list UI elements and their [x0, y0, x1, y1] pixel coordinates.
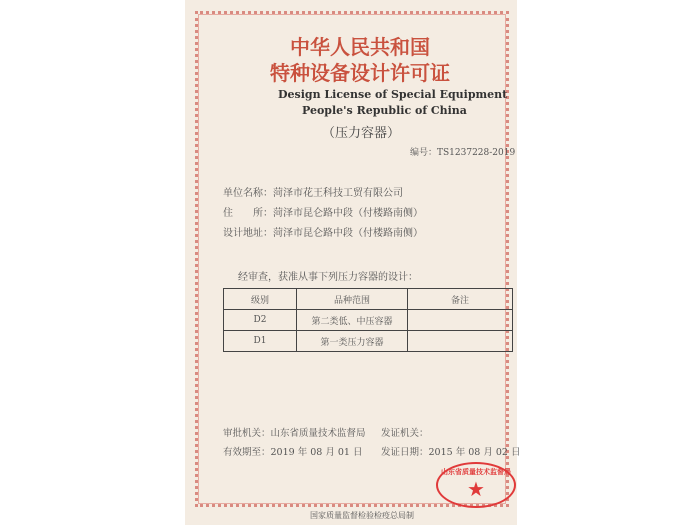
valid-until: 有效期至：2019 年 08 月 01 日	[223, 447, 363, 458]
issue-date: 发证日期：2015 年 08 月 02 日	[381, 447, 521, 458]
table-row: D2 第二类低、中压容器	[224, 310, 513, 331]
star-icon: ★	[467, 477, 485, 501]
approval-text: 经审查，获准从事下列压力容器的设计：	[238, 272, 418, 283]
official-seal	[436, 462, 516, 508]
category: （压力容器）	[322, 126, 401, 141]
license-number: 编号：TS1237228-2019	[410, 148, 516, 158]
scope-table	[223, 288, 513, 352]
approver: 审批机关：山东省质量技术监督局	[223, 428, 366, 439]
footer: 国家质量监督检验检疫总局制	[310, 511, 414, 520]
table-row: D1 第一类压力容器	[224, 331, 513, 352]
seal-text: 山东省质量技术监督局	[441, 468, 511, 476]
field-company: 单位名称：菏泽市花王科技工贸有限公司	[223, 188, 403, 199]
table-header: 级别 品种范围 备注	[224, 289, 513, 310]
field-design-address: 设计地址：菏泽市昆仑路中段（付楼路南侧）	[223, 228, 423, 239]
title-cn-1: 中华人民共和国	[290, 35, 430, 59]
title-en-2: People's Republic of China	[302, 104, 467, 117]
title-cn-2: 特种设备设计许可证	[270, 61, 450, 85]
issuer: 发证机关：	[381, 428, 429, 439]
field-address: 住 所：菏泽市昆仑路中段（付楼路南侧）	[223, 208, 423, 219]
title-en-1: Design License of Special Equipment	[278, 88, 508, 101]
